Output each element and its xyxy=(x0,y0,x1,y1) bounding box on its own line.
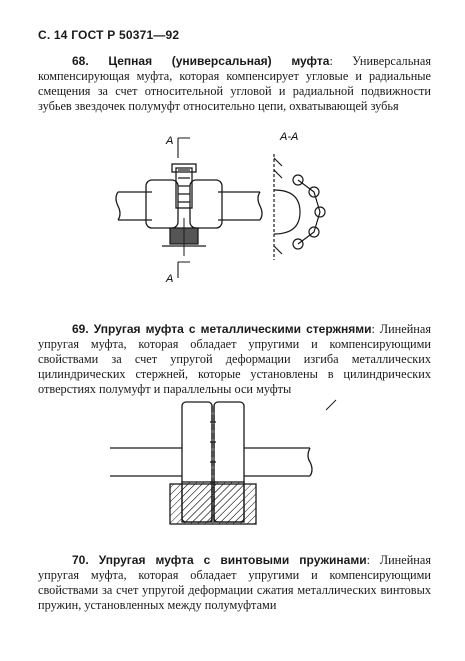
page-header: С. 14 ГОСТ Р 50371—92 xyxy=(38,28,180,42)
term-68-paragraph xyxy=(38,54,431,114)
section-title: А-А xyxy=(280,131,299,143)
term-69-title: 69. Упругая муфта с металлическими стержнями xyxy=(72,322,372,336)
term-70-paragraph xyxy=(38,553,431,613)
term-70-title: 70. Упругая муфта с винтовыми пружинами xyxy=(72,553,367,567)
term-69-paragraph xyxy=(38,322,431,397)
term-69-definition: : Линейная упругая муфта, которая обладает упругими и компенсирующими свойствами за счет упругой деформации изгиба металлических цилиндрических стержней, которые установлены в цилиндрических отверстиях полумуфт и параллельны оси муфты xyxy=(38,322,431,396)
rod-coupling-drawing xyxy=(110,392,350,542)
chain-section-drawing xyxy=(260,128,340,278)
section-label-a-top: А xyxy=(166,135,174,147)
term-70-definition: : Линейная упругая муфта, которая обладает упругими и компенсирующими свойствами за счет упругой деформации сжатия металлических винтовых пружин, установленных между полумуфтами xyxy=(38,553,431,612)
chain-coupling-drawing xyxy=(100,128,270,288)
term-68-definition: : Универсальная компенсирующая муфта, которая компенсирует угловые и радиальные смещения за счет относительной угловой и радиальной подвижности зубьев звездочек полумуфт относительно цепи, охватывающей зубья xyxy=(38,54,432,113)
section-label-a-bottom: А xyxy=(166,273,174,285)
term-68-title: 68. Цепная (универсальная) муфта xyxy=(72,54,330,68)
